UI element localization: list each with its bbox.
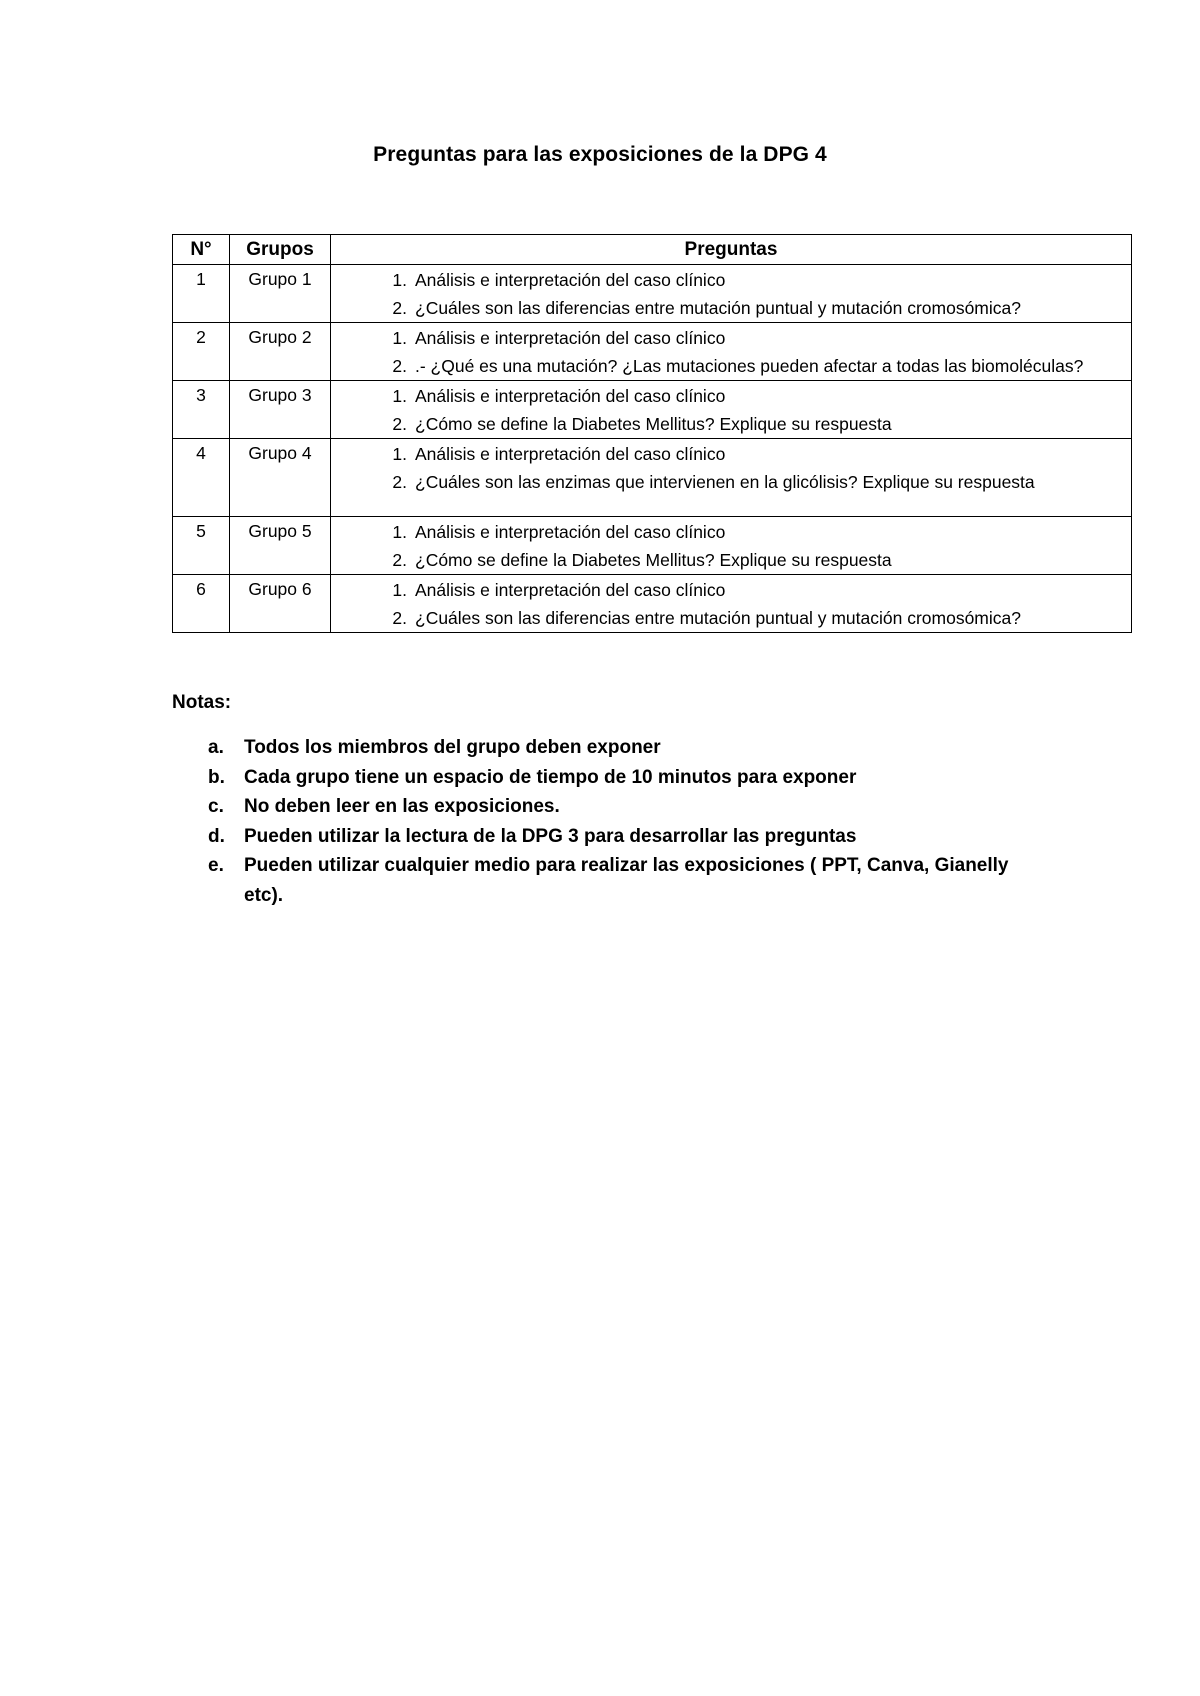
header-groups: Grupos [230, 235, 331, 265]
row-questions [331, 439, 1132, 517]
question-item [331, 411, 1119, 439]
question-item [331, 383, 1119, 411]
question-text: Análisis e interpretación del caso clínico [415, 386, 726, 406]
question-number: 1. [392, 328, 407, 348]
question-text: ¿Cómo se define la Diabetes Mellitus? Explique su respuesta [415, 413, 892, 434]
question-number: 2. [392, 549, 407, 570]
row-questions [331, 265, 1132, 323]
question-number: 1. [392, 270, 407, 290]
note-item [172, 822, 1052, 852]
row-group: Grupo 6 [230, 575, 331, 633]
note-text: Todos los miembros del grupo deben exponer [244, 737, 661, 758]
table-row [173, 575, 1132, 633]
note-text: Pueden utilizar la lectura de la DPG 3 para desarrollar las preguntas [244, 825, 857, 847]
row-group: Grupo 3 [230, 381, 331, 439]
question-item [331, 605, 1119, 633]
question-text: Análisis e interpretación del caso clínico [415, 580, 726, 600]
row-questions [331, 575, 1132, 633]
row-number: 5 [173, 517, 230, 575]
note-letter: b. [208, 766, 225, 788]
question-number: 1. [392, 386, 407, 406]
question-item [331, 441, 1119, 469]
question-text: ¿Cuáles son las diferencias entre mutación puntual y mutación cromosómica? [415, 607, 1021, 628]
question-number: 2. [392, 297, 407, 318]
note-letter: d. [208, 825, 225, 847]
header-number: N° [173, 235, 230, 265]
note-letter: c. [208, 796, 224, 817]
question-item [331, 469, 1119, 497]
question-number: 2. [392, 355, 407, 376]
question-item [331, 295, 1119, 323]
question-text: .- ¿Qué es una mutación? ¿Las mutaciones pueden afectar a todas las biomoléculas? [415, 355, 1084, 376]
question-item [331, 577, 1119, 605]
question-number: 1. [392, 580, 407, 600]
row-questions [331, 381, 1132, 439]
row-number: 3 [173, 381, 230, 439]
row-number: 2 [173, 323, 230, 381]
row-questions [331, 323, 1132, 381]
question-item [331, 353, 1119, 381]
question-number: 2. [392, 471, 407, 492]
note-text: Cada grupo tiene un espacio de tiempo de 10 minutos para exponer [244, 766, 857, 788]
question-item [331, 267, 1119, 295]
table-row [173, 439, 1132, 517]
question-text: ¿Cuáles son las diferencias entre mutación puntual y mutación cromosómica? [415, 297, 1021, 318]
note-text: No deben leer en las exposiciones. [244, 796, 560, 817]
questions-table [172, 234, 1132, 633]
page-title: Preguntas para las exposiciones de la DPG 4 [373, 143, 827, 166]
row-number: 1 [173, 265, 230, 323]
note-item [172, 733, 1052, 763]
table-row [173, 265, 1132, 323]
notes-label: Notas: [172, 692, 232, 713]
note-letter: e. [208, 855, 224, 876]
question-text: ¿Cuáles son las enzimas que intervienen en la glicólisis? Explique su respuesta [415, 471, 1035, 492]
note-item [172, 851, 1052, 910]
question-text: ¿Cómo se define la Diabetes Mellitus? Explique su respuesta [415, 549, 892, 570]
row-group: Grupo 2 [230, 323, 331, 381]
question-text: Análisis e interpretación del caso clínico [415, 270, 726, 290]
row-group: Grupo 5 [230, 517, 331, 575]
question-number: 1. [392, 444, 407, 464]
row-group: Grupo 1 [230, 265, 331, 323]
table-row [173, 323, 1132, 381]
question-text: Análisis e interpretación del caso clínico [415, 522, 726, 542]
row-number: 4 [173, 439, 230, 517]
table-row [173, 517, 1132, 575]
note-item [172, 763, 1052, 793]
note-text: Pueden utilizar cualquier medio para realizar las exposiciones ( PPT, Canva, Gianelly etc). [244, 855, 1009, 906]
row-number: 6 [173, 575, 230, 633]
question-item [331, 325, 1119, 353]
table-header-row [173, 235, 1132, 265]
question-number: 1. [392, 522, 407, 542]
row-questions [331, 517, 1132, 575]
question-item [331, 519, 1119, 547]
row-group: Grupo 4 [230, 439, 331, 517]
notes-list [172, 733, 1052, 910]
question-text: Análisis e interpretación del caso clínico [415, 328, 726, 348]
question-number: 2. [392, 413, 407, 434]
note-letter: a. [208, 737, 224, 758]
question-number: 2. [392, 607, 407, 628]
question-item [331, 547, 1119, 575]
table-row [173, 381, 1132, 439]
note-item [172, 792, 1052, 822]
header-questions: Preguntas [331, 235, 1132, 265]
question-text: Análisis e interpretación del caso clínico [415, 444, 726, 464]
